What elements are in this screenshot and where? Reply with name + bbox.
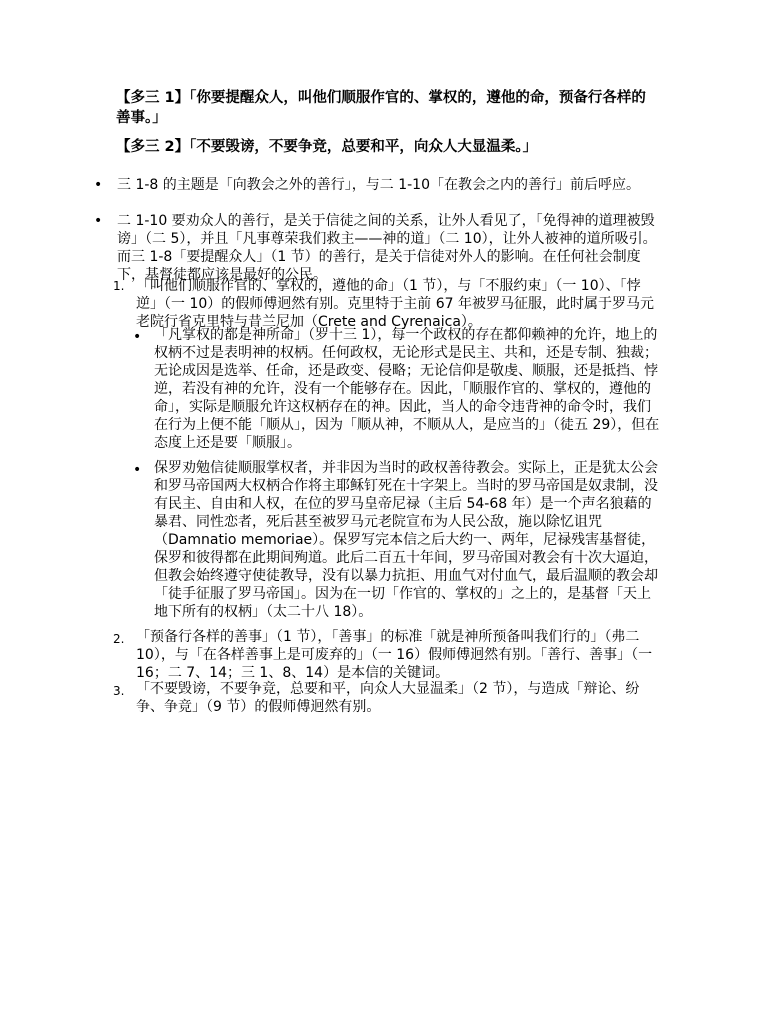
bullet-marker: • [94, 213, 103, 229]
list-number: 2. [113, 632, 125, 646]
bullet-paragraph: 三 1-8 的主题是「向教会之外的善行」，与二 1-10「在教会之内的善行」前后呼应。 [117, 177, 640, 193]
verse-heading: 【多三 1】「你要提醒众人，叫他们顺服作官的、掌权的，遵他的命，预备行各样的善事。」 [116, 90, 646, 126]
sub-bullet-marker: • [133, 329, 142, 345]
sub-bullet-paragraph: 保罗劝勉信徒顺服掌权者，并非因为当时的政权善待教会。实际上，正是犹太公会和罗马帝国两大权柄合作将主耶稣钉死在十字架上。当时的罗马帝国是奴隶制，没有民主、自由和人权，在位的罗马皇帝尼禄（主后 54-68 年）是一个声名狼藉的暴君、同性恋者，死后甚至被罗马元老院宣布为人民公敌，施以除忆诅咒（Damnatio memoriae）。保罗写完本信之后大约一、两年，尼禄残害基督徒，保罗和彼得都在此期间殉道。此后二百五十年间，罗马帝国对教会有十次大逼迫，但教会始终遵守使徒教导，没有以暴力抗拒、用血气对付血气，最后温顺的教会却「徒手征服了罗马帝国」。因为在一切「作官的、掌权的」之上的，是基督「天上地下所有的权柄」（太二十八 18）。 [154, 460, 658, 620]
list-number: 1. [113, 279, 125, 293]
numbered-item: 「叫他们顺服作官的、掌权的，遵他的命」（1 节），与「不服约束」（一 10）、「悖逆」（一 10）的假师傅迥然有别。克里特于主前 67 年被罗马征服，此时属于罗马元老院行省克里特与昔兰尼加（Crete and Cyrenaica）。 [136, 278, 654, 330]
sub-bullet-paragraph: 「凡掌权的都是神所命」（罗十三 1），每一个政权的存在都仰赖神的允许，地上的权柄不过是表明神的权柄。任何政权，无论形式是民主、共和，还是专制、独裁；无论成因是选举、任命，还是政变、侵略；无论信仰是敬虔、顺服，还是抵挡、悖逆，若没有神的允许，没有一个能够存在。因此，「顺服作官的、掌权的，遵他的命」，实际是顺服允许这权柄存在的神。因此，当人的命令违背神的命令时，我们在行为上便不能「顺从」，因为「顺从神，不顺从人，是应当的」（徒五 29），但在态度上还是要「顺服」。 [154, 327, 660, 451]
bullet-marker: • [94, 177, 103, 193]
verse-heading: 【多三 2】「不要毁谤，不要争竞，总要和平，向众人大显温柔。」 [116, 139, 538, 155]
numbered-item: 「预备行各样的善事」（1 节），「善事」的标准「就是神所预备叫我们行的」（弗二 10），与「在各样善事上是可废弃的」（一 16）假师傅迥然有别。「善行、善事」（一 16；二 7、14；三 1、8、14）是本信的关键词。 [136, 629, 653, 681]
sub-bullet-marker: • [133, 462, 142, 478]
list-number: 3. [113, 684, 125, 698]
numbered-item: 「不要毁谤，不要争竞，总要和平，向众人大显温柔」（2 节），与造成「辩论、纷争、争竞」（9 节）的假师傅迥然有别。 [136, 681, 640, 715]
bullet-paragraph: 二 1-10 要劝众人的善行，是关于信徒之间的关系，让外人看见了，「免得神的道理被毁谤」（二 5），并且「凡事尊荣我们救主——神的道」（二 10），让外人被神的道所吸引。而三 1-8「要提醒众人」（1 节）的善行，是关于信徒对外人的影响。在任何社会制度下，基督徒都应该是最好的公民。 [117, 213, 657, 283]
